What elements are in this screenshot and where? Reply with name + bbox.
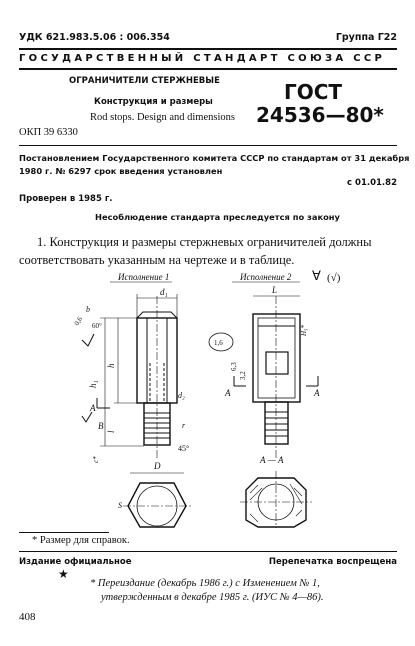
udc-code: УДК 621.983.5.06 : 006.354: [19, 32, 170, 43]
dim-l: l: [106, 430, 116, 433]
decree-line-1: Постановлением Государственного комитета СССР по стандартам от 31 декабря: [19, 153, 410, 163]
paragraph-line-2: соответствовать указанным на чертеже и в таблице.: [19, 253, 295, 267]
okp-code: ОКП 39 6330: [19, 127, 78, 138]
section-mark-a-v2-left: A: [225, 388, 231, 398]
footnote-rule: [19, 532, 109, 533]
dim-angle-60: 60°: [92, 322, 102, 330]
reissue-line-1: * Переиздание (декабрь 1986 г.) с Изменением № 1,: [90, 578, 320, 589]
dim-d1: d₁: [160, 287, 168, 297]
reprint-prohibited: Перепечатка воспрещена: [268, 557, 397, 567]
dim-tol: 0,6: [72, 315, 85, 327]
top-rule: [19, 48, 397, 50]
standard-subtitle: Конструкция и размеры: [94, 97, 213, 107]
law-warning: Несоблюдение стандарта преследуется по закону: [95, 212, 340, 222]
section-mark-a-v2-right: A: [314, 388, 320, 398]
gost-number: 24536—80*: [256, 103, 384, 127]
title-rule: [19, 145, 397, 146]
dim-D: D: [154, 461, 161, 471]
section-label: А — А: [260, 455, 284, 465]
roughness-mark: ∀: [312, 268, 321, 283]
dim-h: h: [106, 363, 116, 368]
checked-year: Проверен в 1985 г.: [19, 194, 113, 204]
official-edition: Издание официальное: [19, 557, 132, 567]
dim-L: L: [272, 285, 278, 295]
paragraph-line-1: 1. Конструкция и размеры стержневых ограничителей должны: [37, 235, 372, 249]
dim-angle-45: 45°: [178, 444, 190, 453]
banner-rule: [19, 68, 397, 70]
roughness-symbol: (√): [327, 272, 341, 284]
dim-B: B: [98, 421, 104, 431]
dim-s: S: [118, 501, 122, 510]
page-number: 408: [19, 611, 36, 623]
gost-label: ГОСТ: [284, 80, 343, 104]
decree-line-2: 1980 г. № 6297 срок введения установлен: [19, 166, 223, 176]
detail-ref: 1,6: [214, 339, 223, 347]
effective-date: с 01.01.82: [347, 178, 397, 188]
variant-2-label: Исполнение 2: [240, 272, 292, 282]
star-mark: ★: [58, 567, 69, 581]
dim-tol2: 3,2: [239, 371, 247, 380]
footer-rule: [19, 551, 397, 552]
reissue-line-2: утвержденным в декабре 1985 г. (ИУС № 4—86).: [101, 592, 324, 603]
standard-title: ОГРАНИЧИТЕЛИ СТЕРЖНЕВЫЕ: [69, 76, 220, 86]
dim-d2: d₂: [178, 391, 185, 400]
footnote: * Размер для справок.: [32, 535, 130, 546]
technical-drawing: [0, 268, 415, 528]
dim-h5: H₅*: [300, 325, 308, 336]
section-mark-a-left: A: [90, 403, 96, 413]
dim-r: r: [182, 421, 186, 430]
dim-c: c*: [92, 456, 100, 463]
dim-b: b: [86, 305, 90, 314]
english-title: Rod stops. Design and dimensions: [90, 112, 235, 123]
group-code: Группа Г22: [335, 32, 397, 43]
dim-h1: h₁: [88, 380, 98, 388]
variant-1-label: Исполнение 1: [118, 272, 170, 282]
dim-tol-variant2: 6,3: [230, 362, 238, 371]
state-standard-banner: ГОСУДАРСТВЕННЫЙ СТАНДАРТ СОЮЗА ССР: [19, 53, 386, 64]
